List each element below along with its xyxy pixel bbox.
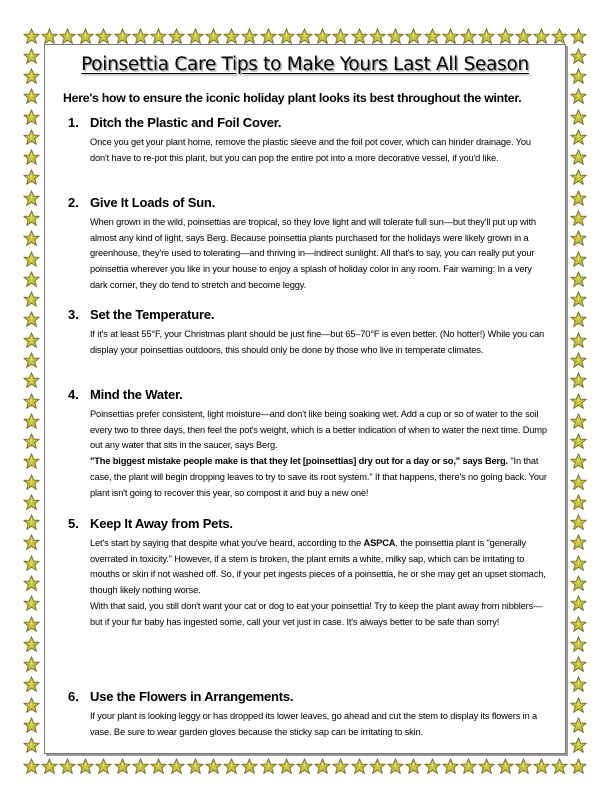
star-icon (168, 28, 185, 45)
star-icon (515, 28, 532, 45)
star-icon (351, 28, 368, 45)
star-icon (241, 758, 258, 775)
star-icon (570, 697, 587, 714)
star-icon (23, 109, 40, 126)
star-icon (205, 28, 222, 45)
star-icon (23, 494, 40, 511)
star-icon (23, 697, 40, 714)
star-icon (497, 758, 514, 775)
star-icon (59, 758, 76, 775)
star-icon (23, 169, 40, 186)
star-icon (424, 758, 441, 775)
star-icon (23, 514, 40, 531)
star-icon (570, 656, 587, 673)
star-icon (23, 717, 40, 734)
star-icon (23, 393, 40, 410)
star-icon (551, 758, 568, 775)
star-icon (23, 453, 40, 470)
star-icon (23, 271, 40, 288)
quote-rest: "In that case, the plant will begin dropping leaves to try to save its root system." If that happens, there's no going back. Your plant isn't going to recover this year, so compost it and buy a new one! (90, 456, 547, 498)
tip-heading: Give It Loads of Sun. (90, 195, 216, 210)
star-icon (424, 28, 441, 45)
star-icon (241, 28, 258, 45)
star-icon (23, 68, 40, 85)
star-icon (570, 534, 587, 551)
star-icon (314, 758, 331, 775)
star-icon (23, 352, 40, 369)
star-icon (23, 595, 40, 612)
star-icon (442, 758, 459, 775)
star-icon (23, 88, 40, 105)
star-icon (570, 311, 587, 328)
star-icon (23, 149, 40, 166)
star-icon (570, 149, 587, 166)
tip-number: 5. (68, 516, 79, 531)
tip-paragraph: Poinsettias prefer consistent, light moisture—and don't like being soaking wet. Add a cup or so of water to the soil every two to three days, then feel the pot's weight, which is a better indication of when to water the next time. Dump out any water that sits in the saucer, says Berg. (90, 409, 547, 451)
star-icon (23, 433, 40, 450)
star-icon (168, 758, 185, 775)
star-icon (260, 758, 277, 775)
tip-heading: Use the Flowers in Arrangements. (90, 689, 294, 704)
star-icon (460, 28, 477, 45)
star-icon (114, 758, 131, 775)
star-icon (570, 68, 587, 85)
tip-paragraph: When grown in the wild, poinsettias are tropical, so they love light and will tolerate full sun—but they'll put up with almost any kind of light, says Berg. Because poinsettia plants purchased for the holidays were likely grown in a greenhouse, they're used to tolerating—and thriving in—indirect sunlight. All that's to say, you can really put your poinsettia wherever you like in your house to enjoy a splash of holiday color in any room. Fair warning: In a very dark corner, they do tend to stretch and become leggy. (90, 217, 536, 290)
tip-paragraph (90, 454, 550, 501)
star-icon (23, 534, 40, 551)
tip-number: 1. (68, 115, 79, 130)
star-icon (23, 656, 40, 673)
tip-heading: Set the Temperature. (90, 307, 215, 322)
star-icon (23, 48, 40, 65)
tip-heading: Keep It Away from Pets. (90, 516, 233, 531)
star-icon (570, 616, 587, 633)
star-icon (570, 190, 587, 207)
star-icon (515, 758, 532, 775)
star-icon (570, 48, 587, 65)
star-icon (460, 758, 477, 775)
star-icon (570, 332, 587, 349)
star-icon (570, 413, 587, 430)
star-icon (351, 758, 368, 775)
star-icon (369, 758, 386, 775)
subtitle: Here's how to ensure the iconic holiday plant looks its best throughout the winter. (63, 91, 522, 105)
star-icon (533, 758, 550, 775)
tip-body (90, 709, 550, 740)
star-icon (570, 291, 587, 308)
tip-body (90, 215, 550, 294)
tip-number: 6. (68, 689, 79, 704)
star-icon (296, 758, 313, 775)
star-icon (23, 676, 40, 693)
star-icon (77, 28, 94, 45)
tip-heading: Ditch the Plastic and Foil Cover. (90, 115, 282, 130)
star-icon (570, 129, 587, 146)
star-icon (23, 332, 40, 349)
star-icon (23, 28, 40, 45)
star-icon (405, 28, 422, 45)
star-icon (187, 758, 204, 775)
tip-paragraph: If it's at least 55°F, your Christmas plant should be just fine—but 65–70°F is even better. (No hotter!) While you can display your poinsettias outdoors, this should only be done by those who live in temperate climates. (90, 329, 545, 355)
star-icon (278, 758, 295, 775)
star-icon (442, 28, 459, 45)
star-icon (23, 555, 40, 572)
star-icon (570, 210, 587, 227)
star-icon (132, 758, 149, 775)
star-icon (23, 210, 40, 227)
star-icon (23, 636, 40, 653)
star-icon (570, 393, 587, 410)
star-icon (95, 758, 112, 775)
tip-number: 2. (68, 195, 79, 210)
star-icon (570, 555, 587, 572)
star-icon (497, 28, 514, 45)
star-icon (570, 676, 587, 693)
star-icon (570, 453, 587, 470)
tip-paragraph: If your plant is looking leggy or has dropped its lower leaves, go ahead and cut the stem to display its flowers in a vase. Be sure to wear garden gloves because the sticky sap can be irritating to skin. (90, 711, 538, 737)
star-icon (570, 352, 587, 369)
star-icon (296, 28, 313, 45)
star-icon (570, 575, 587, 592)
star-icon (570, 514, 587, 531)
star-icon (132, 28, 149, 45)
tip-body (90, 327, 550, 358)
tip-number: 4. (68, 387, 79, 402)
star-icon (278, 28, 295, 45)
aspca-bold: ASPCA (363, 538, 396, 548)
star-icon (405, 758, 422, 775)
tip-paragraph: Once you get your plant home, remove the plastic sleeve and the foil pot cover, which can hinder drainage. You don't have to re-pot this plant, but you can pop the entire pot into a more decorative vessel, if you'd like. (90, 137, 531, 163)
star-icon (570, 88, 587, 105)
star-icon (332, 758, 349, 775)
tip-paragraph (90, 536, 550, 599)
quote-bold: "The biggest mistake people make is that they let [poinsettias] dry out for a day or so," says Berg. (90, 456, 508, 467)
star-icon (570, 737, 587, 754)
star-icon (570, 230, 587, 247)
tip-paragraph: With that said, you still don't want your cat or dog to eat your poinsettia! Try to keep the plant away from nibblers—but if your fur baby has ingested some, call your vet just in case. It's always better to be safe than sorry! (90, 600, 543, 627)
star-icon (41, 758, 58, 775)
star-icon (570, 433, 587, 450)
star-icon (23, 758, 40, 775)
star-icon (570, 595, 587, 612)
star-icon (23, 291, 40, 308)
tip-body (90, 407, 550, 501)
star-icon (95, 28, 112, 45)
tip-number: 3. (68, 307, 79, 322)
star-icon (387, 28, 404, 45)
tip-heading: Mind the Water. (90, 387, 183, 402)
star-icon (23, 129, 40, 146)
star-icon (41, 28, 58, 45)
star-icon (570, 271, 587, 288)
page-title: Poinsettia Care Tips to Make Yours Last All Season (81, 54, 529, 75)
star-icon (23, 311, 40, 328)
tip-body (90, 536, 550, 630)
star-icon (23, 737, 40, 754)
content-box (44, 44, 566, 754)
star-icon (570, 109, 587, 126)
star-icon (23, 474, 40, 491)
star-icon (570, 636, 587, 653)
star-icon (205, 758, 222, 775)
star-icon (478, 758, 495, 775)
star-icon (570, 717, 587, 734)
star-icon (570, 758, 587, 775)
star-icon (23, 251, 40, 268)
star-icon (23, 230, 40, 247)
star-icon (223, 28, 240, 45)
star-icon (23, 413, 40, 430)
star-icon (332, 28, 349, 45)
star-icon (23, 190, 40, 207)
star-icon (369, 28, 386, 45)
star-icon (23, 372, 40, 389)
star-icon (59, 28, 76, 45)
text-run: Let's start by saying that despite what you've heard, according to the (90, 538, 364, 548)
star-icon (314, 28, 331, 45)
star-icon (114, 28, 131, 45)
star-icon (23, 616, 40, 633)
tip-body (90, 135, 550, 166)
star-icon (260, 28, 277, 45)
text-run: , the poinsettia plant is "generally overrated in toxicity." However, if a stem is broken, the plant emits a white, milky sap, which can be irritating to mouths or skin if not washed off. So, if your pet ingests pieces of a poinsettia, he or she may get an upset stomach, though likely nothing worse. (90, 538, 546, 596)
star-icon (150, 28, 167, 45)
star-icon (570, 494, 587, 511)
star-icon (570, 372, 587, 389)
star-icon (150, 758, 167, 775)
star-icon (77, 758, 94, 775)
star-icon (223, 758, 240, 775)
star-icon (187, 28, 204, 45)
star-icon (23, 575, 40, 592)
star-icon (478, 28, 495, 45)
star-icon (570, 474, 587, 491)
star-icon (387, 758, 404, 775)
star-icon (551, 28, 568, 45)
star-icon (570, 169, 587, 186)
star-icon (570, 28, 587, 45)
star-icon (570, 251, 587, 268)
star-icon (533, 28, 550, 45)
